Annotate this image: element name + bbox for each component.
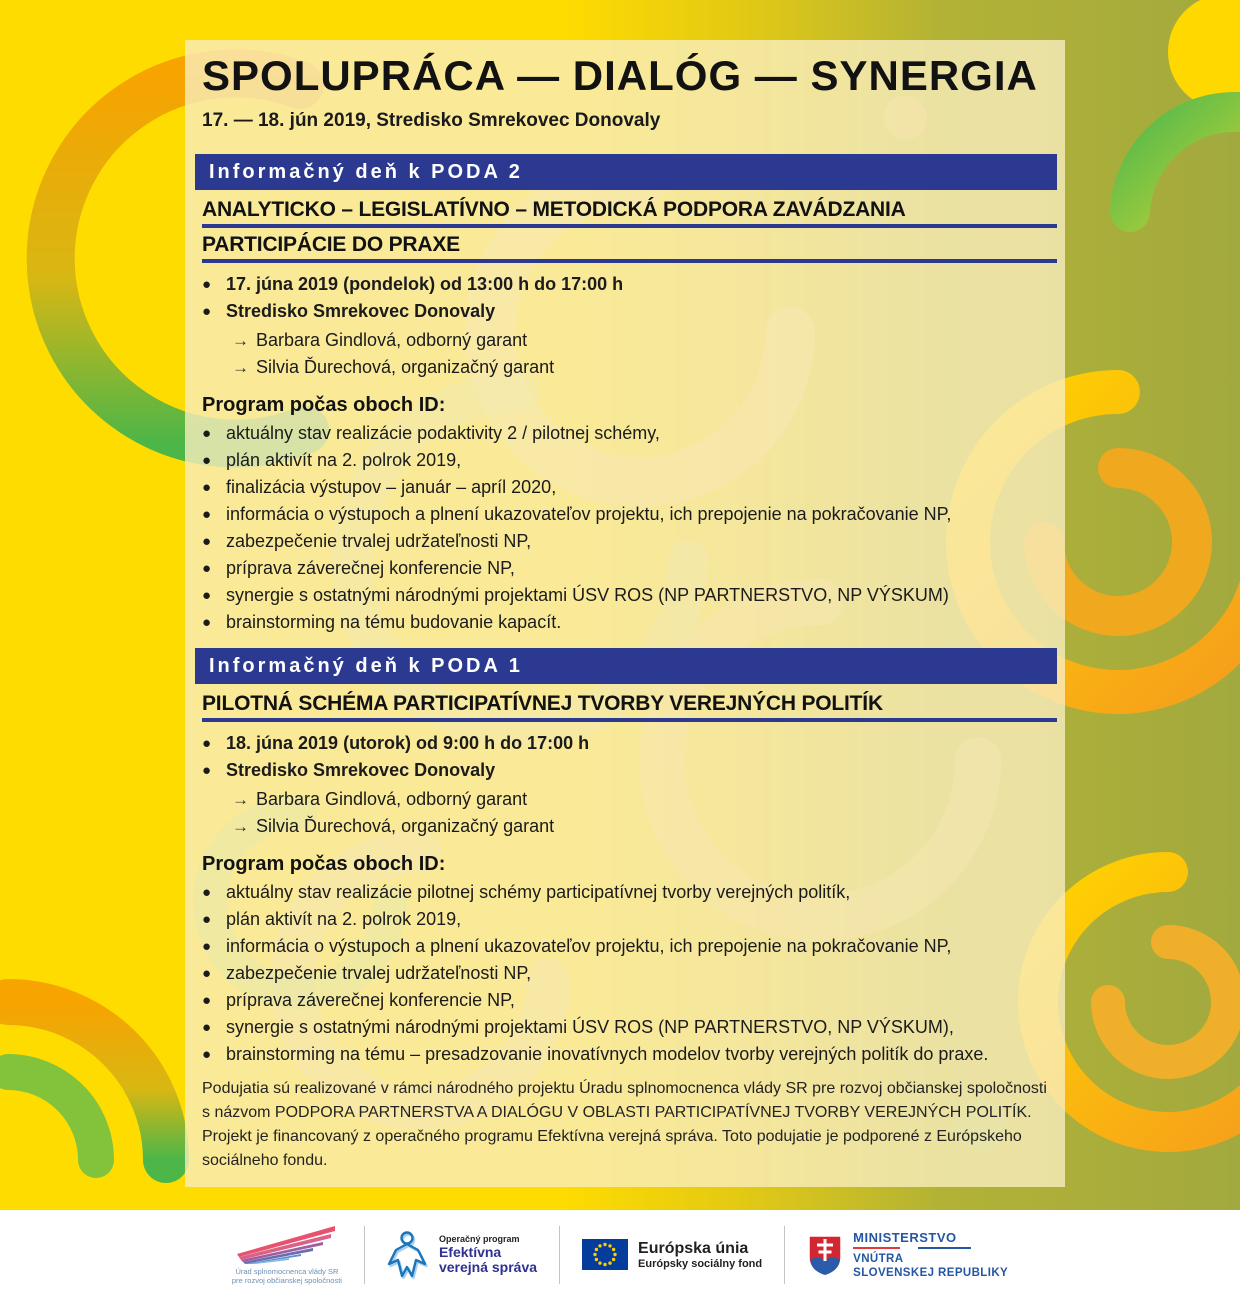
- usv-ros-logo: [232, 1224, 342, 1285]
- bullet-icon: ●: [202, 1046, 212, 1063]
- list-item-text: zabezpečenie trvalej udržateľnosti NP,: [226, 531, 532, 551]
- list-item-text: Barbara Gindlová, odborný garant: [256, 789, 528, 809]
- program-heading: Program počas oboch ID:: [202, 853, 446, 875]
- arrow-icon: →: [232, 331, 249, 350]
- list-item-text: brainstorming na tému budovanie kapacít.: [226, 612, 562, 632]
- list-item-text: Stredisko Smrekovec Donovaly: [226, 760, 496, 780]
- section-heading-line: PARTICIPÁCIE DO PRAXE: [202, 233, 1057, 263]
- bullet-icon: ●: [202, 506, 212, 523]
- bullet-icon: ●: [202, 479, 212, 496]
- section-heading: [202, 692, 1057, 722]
- usv-caption: [232, 1267, 342, 1285]
- section-heading: [202, 198, 1057, 263]
- bullet-icon: ●: [202, 884, 212, 901]
- poster-title: SPOLUPRÁCA — DIALÓG — SYNERGIA: [202, 52, 1038, 99]
- op-evs-figure-icon: [387, 1231, 429, 1279]
- section-poda-2: [202, 154, 1057, 636]
- list-item: [232, 813, 1057, 840]
- list-item: [202, 1014, 1057, 1041]
- mvsr-logo: [807, 1230, 1008, 1280]
- list-item: [202, 730, 1057, 757]
- arrow-icon: →: [232, 790, 249, 809]
- footer-separator: [784, 1226, 785, 1284]
- slovak-coat-of-arms-icon: [807, 1234, 843, 1276]
- section-banner: Informačný deň k PODA 2: [195, 154, 1057, 190]
- section-banner: Informačný deň k PODA 1: [195, 648, 1057, 684]
- list-item-text: aktuálny stav realizácie pilotnej schémy participatívnej tvorby verejných politík,: [226, 882, 851, 902]
- eu-flag-icon: [582, 1239, 628, 1270]
- list-item: [232, 327, 1057, 354]
- list-item: [202, 582, 1057, 609]
- eu-text: [638, 1239, 762, 1271]
- section-heading-line: PILOTNÁ SCHÉMA PARTICIPATÍVNEJ TVORBY VEREJNÝCH POLITÍK: [202, 692, 1057, 722]
- list-item-text: príprava záverečnej konferencie NP,: [226, 990, 515, 1010]
- program-bullet-list: [202, 420, 1057, 636]
- bullet-icon: ●: [202, 533, 212, 550]
- bullet-icon: ●: [202, 425, 212, 442]
- garant-list: [202, 786, 1057, 840]
- list-item-text: informácia o výstupoch a plnení ukazovateľov projektu, ich prepojenie na pokračovanie NP,: [226, 504, 952, 524]
- list-item-text: Silvia Ďurechová, organizačný garant: [256, 357, 555, 377]
- bullet-icon: ●: [202, 276, 212, 293]
- footer-separator: [559, 1226, 560, 1284]
- bullet-icon: ●: [202, 992, 212, 1009]
- op-evs-line3: verejná správa: [438, 1259, 538, 1275]
- bullet-icon: ●: [202, 1019, 212, 1036]
- list-item: [202, 528, 1057, 555]
- mvsr-text: [853, 1230, 1008, 1280]
- list-item: [202, 933, 1057, 960]
- list-item-text: 17. júna 2019 (pondelok) od 13:00 h do 17:00 h: [226, 274, 624, 294]
- program-bullet-list: [202, 879, 1057, 1068]
- list-item-text: Barbara Gindlová, odborný garant: [256, 330, 528, 350]
- mvsr-line3: SLOVENSKEJ REPUBLIKY: [853, 1266, 1009, 1279]
- bullet-icon: ●: [202, 735, 212, 752]
- logo-footer: [0, 1210, 1240, 1299]
- bullet-icon: ●: [202, 965, 212, 982]
- list-item: [202, 906, 1057, 933]
- list-item-text: Stredisko Smrekovec Donovaly: [226, 301, 496, 321]
- eu-logo: [582, 1239, 762, 1271]
- mvsr-tricolor-rule: [853, 1247, 971, 1249]
- list-item: [232, 354, 1057, 381]
- list-item: [202, 271, 1057, 298]
- mvsr-line2: VNÚTRA: [853, 1252, 904, 1265]
- op-evs-logo: [387, 1231, 537, 1279]
- list-item-text: aktuálny stav realizácie podaktivity 2 / pilotnej schémy,: [226, 423, 660, 443]
- bullet-icon: ●: [202, 587, 212, 604]
- bullet-icon: ●: [202, 938, 212, 955]
- eu-line1: Európska únia: [638, 1239, 749, 1257]
- list-item: [202, 757, 1057, 784]
- info-bullet-list: [202, 730, 1057, 784]
- list-item-text: informácia o výstupoch a plnení ukazovateľov projektu, ich prepojenie na pokračovanie NP,: [226, 936, 952, 956]
- section-poda-1: [202, 648, 1057, 1068]
- arrow-icon: →: [232, 817, 249, 836]
- bullet-icon: ●: [202, 560, 212, 577]
- footer-separator: [364, 1226, 365, 1284]
- list-item-text: Silvia Ďurechová, organizačný garant: [256, 816, 555, 836]
- list-item-text: synergie s ostatnými národnými projektami ÚSV ROS (NP PARTNERSTVO, NP VÝSKUM): [226, 585, 949, 605]
- list-item-text: brainstorming na tému – presadzovanie inovatívnych modelov tvorby verejných politík do praxe.: [226, 1044, 989, 1064]
- op-evs-line2: Efektívna: [438, 1244, 502, 1260]
- bullet-icon: ●: [202, 762, 212, 779]
- list-item: [202, 474, 1057, 501]
- poster-subtitle: 17. — 18. jún 2019, Stredisko Smrekovec Donovaly: [202, 110, 661, 131]
- arrow-icon: →: [232, 358, 249, 377]
- list-item: [232, 786, 1057, 813]
- list-item: [202, 609, 1057, 636]
- mvsr-line1: MINISTERSTVO: [853, 1229, 957, 1245]
- garant-list: [202, 327, 1057, 381]
- bullet-icon: ●: [202, 303, 212, 320]
- program-heading: Program počas oboch ID:: [202, 394, 446, 416]
- list-item: [202, 420, 1057, 447]
- list-item-text: plán aktivít na 2. polrok 2019,: [226, 909, 462, 929]
- list-item: [202, 447, 1057, 474]
- list-item: [202, 1041, 1057, 1068]
- poster-content-panel: [185, 40, 1065, 1187]
- bullet-icon: ●: [202, 614, 212, 631]
- list-item: [202, 298, 1057, 325]
- list-item: [202, 960, 1057, 987]
- list-item: [202, 879, 1057, 906]
- bullet-icon: ●: [202, 452, 212, 469]
- list-item: [202, 501, 1057, 528]
- list-item-text: finalizácia výstupov – január – apríl 2020,: [226, 477, 557, 497]
- usv-swoosh-icon: [235, 1224, 339, 1264]
- list-item-text: zabezpečenie trvalej udržateľnosti NP,: [226, 963, 532, 983]
- bullet-icon: ●: [202, 911, 212, 928]
- list-item: [202, 987, 1057, 1014]
- list-item-text: príprava záverečnej konferencie NP,: [226, 558, 515, 578]
- op-evs-text: [439, 1234, 537, 1275]
- usv-caption-line2: pre rozvoj občianskej spoločnosti: [231, 1276, 342, 1285]
- list-item: [202, 555, 1057, 582]
- list-item-text: plán aktivít na 2. polrok 2019,: [226, 450, 462, 470]
- list-item-text: synergie s ostatnými národnými projektami ÚSV ROS (NP PARTNERSTVO, NP VÝSKUM),: [226, 1017, 954, 1037]
- info-bullet-list: [202, 271, 1057, 325]
- eu-line2: Európsky sociálny fond: [638, 1257, 763, 1270]
- op-evs-line1: Operačný program: [438, 1234, 520, 1244]
- section-heading-line: ANALYTICKO – LEGISLATÍVNO – METODICKÁ PODPORA ZAVÁDZANIA: [202, 198, 1057, 228]
- list-item-text: 18. júna 2019 (utorok) od 9:00 h do 17:00 h: [226, 733, 590, 753]
- funding-note: Podujatia sú realizované v rámci národného projektu Úradu splnomocnenca vlády SR pre rozvoj občianskej spoločnosti s názvom PODPORA PARTNERSTVA A DIALÓGU V OBLASTI PARTICIPATÍVNEJ TVORBY VEREJNÝCH POLITÍK. Projekt je financovaný z operačného programu Efektívna verejná správa. Toto podujatie je podporené z Európskeho sociálneho fondu.: [202, 1080, 1047, 1169]
- usv-caption-line1: Úrad splnomocnenca vlády SR: [235, 1267, 339, 1276]
